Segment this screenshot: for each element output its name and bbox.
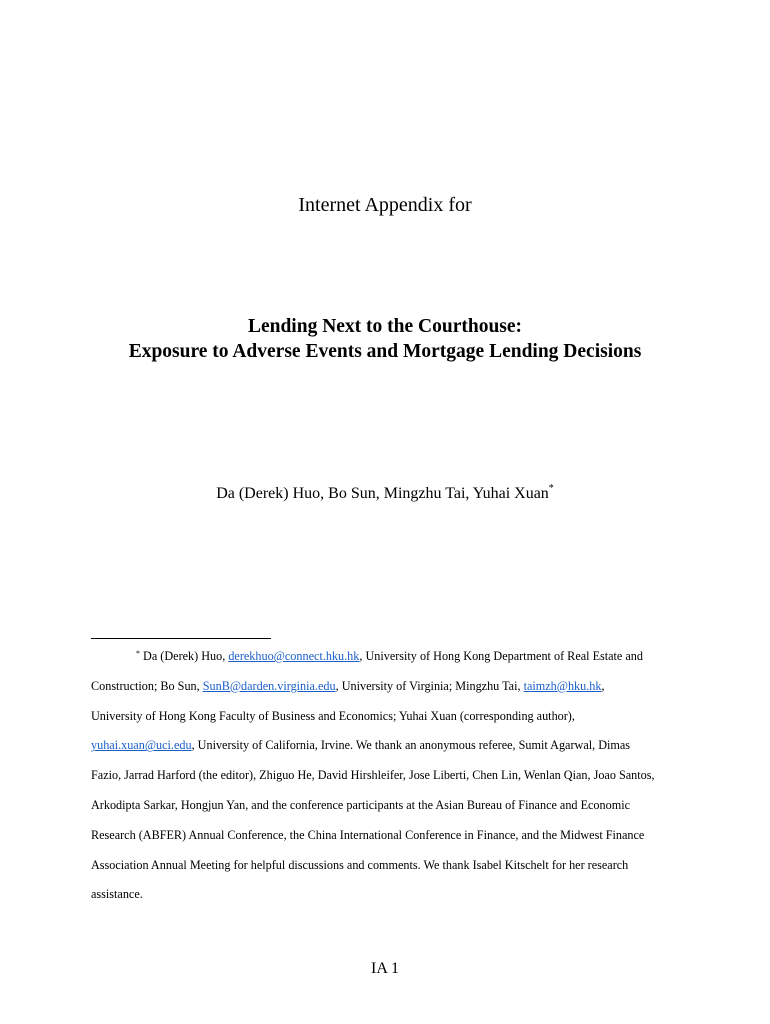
author-list: [0, 484, 770, 504]
email-link-xuan[interactable]: yuhai.xuan@uci.edu: [91, 738, 192, 753]
footnote-line: Arkodipta Sarkar, Hongjun Yan, and the conference participants at the Asian Bureau of Finance and Economic: [91, 797, 630, 812]
footnote-text: Da (Derek) Huo,: [140, 649, 229, 663]
footnote-line: [91, 642, 691, 672]
footnote-line: Research (ABFER) Annual Conference, the China International Conference in Finance, and the Midwest Finance: [91, 827, 645, 842]
email-link-huo[interactable]: derekhuo@connect.hku.hk: [228, 649, 360, 663]
title-line-1: Lending Next to the Courthouse:: [247, 316, 523, 337]
appendix-label: Internet Appendix for: [298, 194, 472, 216]
footnote-line: [91, 672, 691, 702]
footnote-line: assistance.: [91, 887, 143, 902]
email-link-sun[interactable]: SunB@darden.virginia.edu: [202, 678, 336, 693]
footnote-marker: *: [136, 649, 140, 658]
page-number: IA 1: [371, 960, 399, 977]
footnote-line: Association Annual Meeting for helpful discussions and comments. We thank Isabel Kitschelt for her research: [91, 857, 629, 872]
email-link-tai[interactable]: taimzh@hku.hk: [523, 678, 602, 693]
author-footnote-marker: *: [548, 483, 554, 494]
title-line-2: Exposure to Adverse Events and Mortgage Lending Decisions: [128, 341, 642, 362]
footnote-text: , University of Virginia; Mingzhu Tai,: [335, 678, 524, 693]
footnote-text: ,: [601, 678, 605, 693]
footnote-line: University of Hong Kong Faculty of Business and Economics; Yuhai Xuan (corresponding author),: [91, 708, 575, 723]
footnote-line: Fazio, Jarrad Harford (the editor), Zhiguo He, David Hirshleifer, Jose Liberti, Chen Lin, Wenlan Qian, Joao Santos,: [91, 768, 655, 783]
footnote-text: , University of California, Irvine. We thank an anonymous referee, Sumit Agarwal, Dimas: [191, 738, 631, 753]
footnote-text: , University of Hong Kong Department of Real Estate and: [359, 649, 643, 663]
author-names: Da (Derek) Huo, Bo Sun, Mingzhu Tai, Yuhai Xuan: [216, 485, 549, 502]
paper-title: [0, 314, 770, 364]
footnote-separator: [91, 638, 271, 639]
footnote-line: [91, 731, 691, 761]
footnote: [91, 642, 691, 910]
footnote-text: Construction; Bo Sun,: [91, 678, 203, 693]
